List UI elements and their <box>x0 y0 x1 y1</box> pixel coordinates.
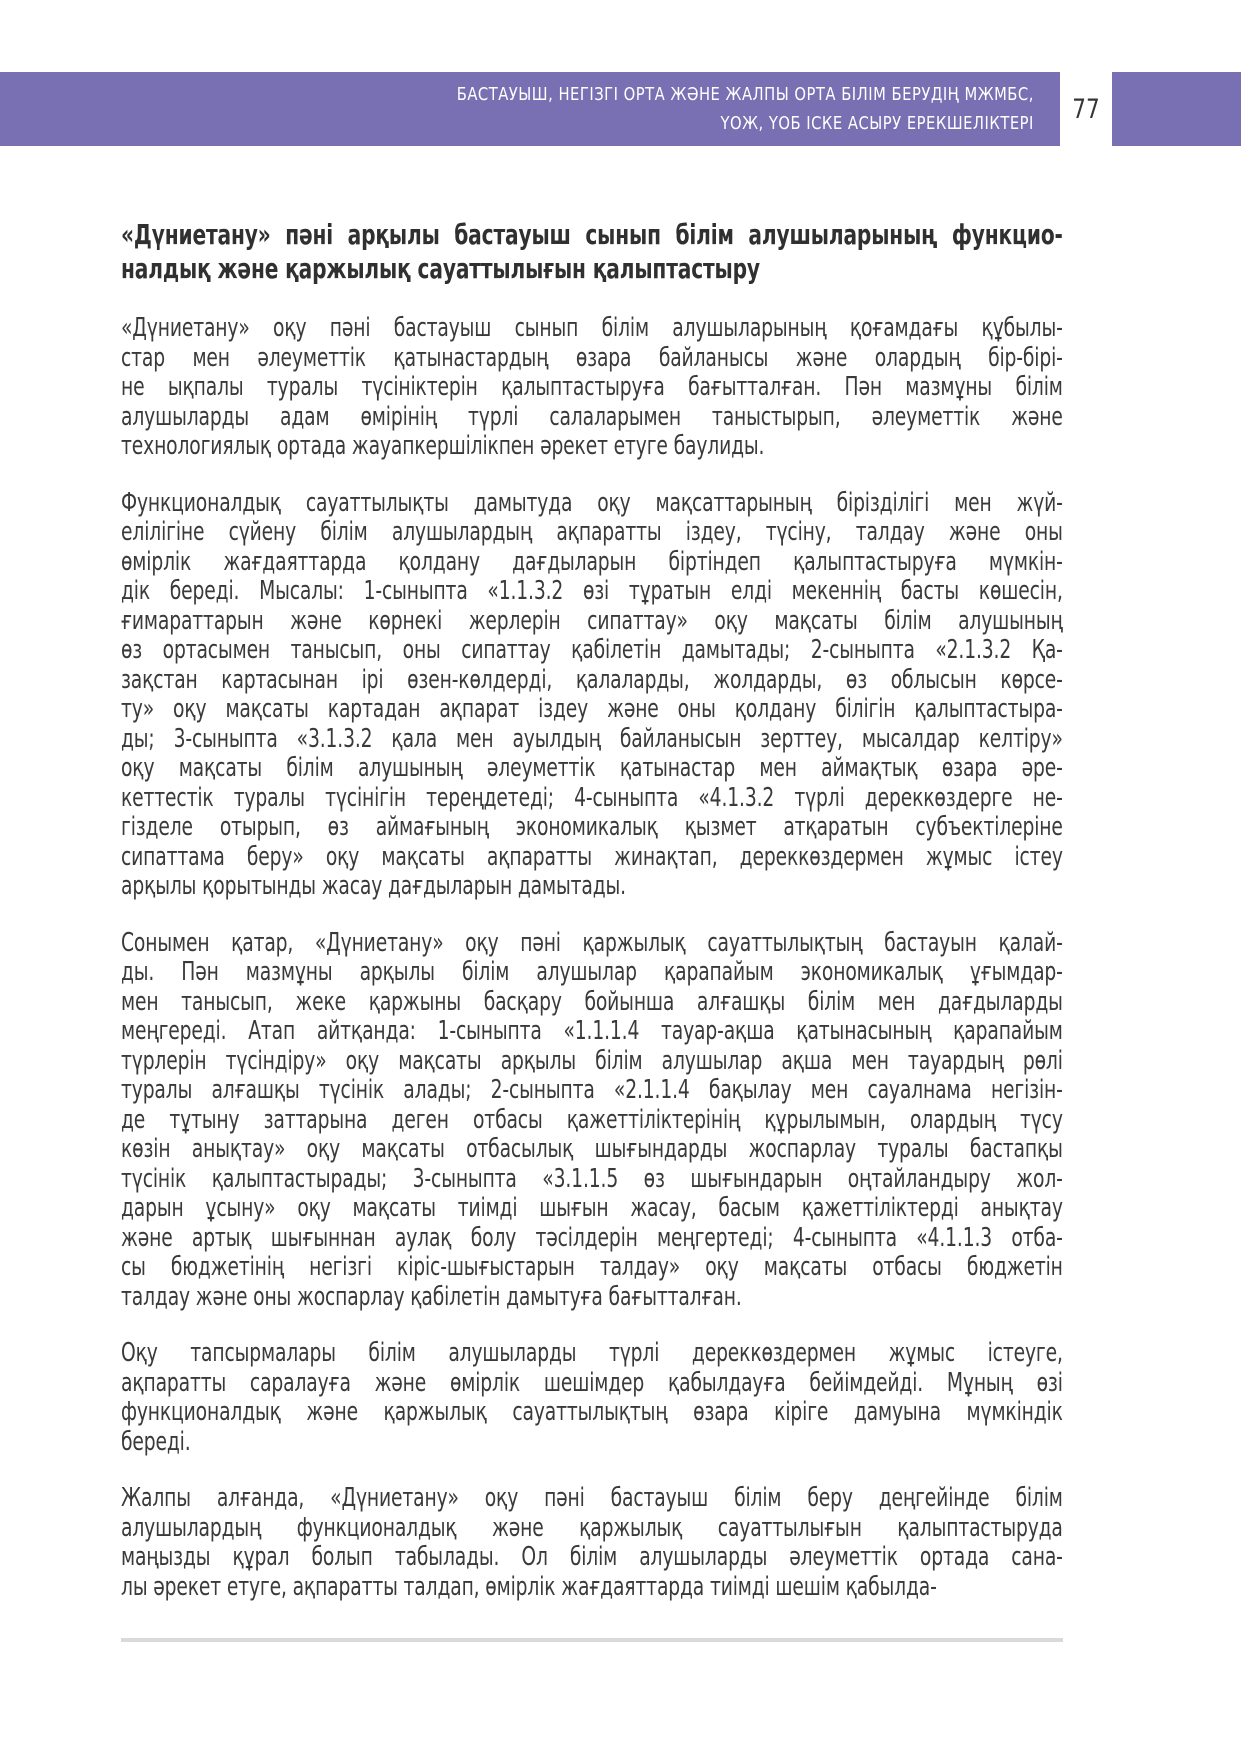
text-line: өмірлік жағдаяттарда қолдану дағдыларын біртіндеп қалыптастыруға мүмкін- <box>121 546 1063 577</box>
article <box>121 218 1063 1629</box>
text-line: алушылардың функционалдық және қаржылық сауаттылығын қалыптастыруда <box>121 1512 1063 1543</box>
text-line: ды. Пән мазмұны арқылы білім алушылар қарапайым экономикалық ұғымдар- <box>121 957 1063 987</box>
footer-rule <box>121 1638 1063 1642</box>
running-header-line2: ҮОЖ, ҮОБ ІСКЕ АСЫРУ ЕРЕКШЕЛІКТЕРІ <box>720 113 1034 134</box>
text-line: алушыларды адам өмірінің түрлі салаларымен таныстырып, әлеуметтік және <box>121 401 1063 432</box>
header-band <box>0 72 1060 146</box>
text-column <box>121 218 1063 1602</box>
text-line: «Дүниетану» пәні арқылы бастауыш сынып білім алушыларының функцио- <box>121 218 1063 251</box>
text-line: Жалпы алғанда, «Дүниетану» оқу пәні бастауыш білім беру деңгейінде білім <box>121 1483 1063 1513</box>
text-line: өз ортасымен танысып, оны сипаттау қабілетін дамытады; 2-сыныпта «2.1.3.2 Қа- <box>121 635 1063 665</box>
text-line: оқу мақсаты білім алушының әлеуметтік қатынастар мен аймақтық өзара әре- <box>121 753 1063 783</box>
text-line: стар мен әлеуметтік қатынастардың өзара байланысы және олардың бір-бірі- <box>121 342 1063 373</box>
text-line: арқылы қорытынды жасау дағдыларын дамытады. <box>121 871 626 901</box>
text-line: ды; 3-сыныпта «3.1.3.2 қала мен ауылдың байланысын зерттеу, мысалдар келтіру» <box>121 723 1063 754</box>
text-line: туралы алғашқы түсінік алады; 2-сыныпта «2.1.1.4 бақылау мен сауалнама негізін- <box>121 1075 1063 1105</box>
text-line: сы бюджетінің негізгі кіріс-шығыстарын талдау» оқу мақсаты отбасы бюджетін <box>121 1252 1063 1282</box>
text-line: береді. <box>121 1426 191 1457</box>
text-line: түрлерін түсіндіру» оқу мақсаты арқылы білім алушылар ақша мен тауардың рөлі <box>121 1045 1063 1076</box>
text-line: ту» оқу мақсаты картадан ақпарат іздеу және оны қолдану білігін қалыптастыра- <box>121 694 1063 724</box>
paragraph-5 <box>121 1484 1063 1602</box>
text-line: ақпаратты саралауға және өмірлік шешімдер қабылдауға бейімдейді. Мұның өзі <box>121 1367 1063 1398</box>
paragraph-1 <box>121 314 1063 462</box>
text-line: ғимараттарын және көрнекі жерлерін сипаттау» оқу мақсаты білім алушының <box>121 605 1063 636</box>
text-line: технологиялық ортада жауапкершілікпен әрекет етуге баулиды. <box>121 431 765 461</box>
text-line: мен танысып, жеке қаржыны басқару бойынша алғашқы білім мен дағдыларды <box>121 986 1063 1017</box>
text-line: налдық және қаржылық сауаттылығын қалыптастыру <box>121 252 760 285</box>
paragraph-3 <box>121 929 1063 1313</box>
header-band-accent <box>1112 72 1241 146</box>
text-line: дарын ұсыну» оқу мақсаты тиімді шығын жасау, басым қажеттіліктерді анықтау <box>121 1193 1063 1223</box>
text-line: зақстан картасынан ірі өзен-көлдерді, қалаларды, жолдарды, өз облысын көрсе- <box>121 664 1063 695</box>
text-line: де тұтыну заттарына деген отбасы қажеттіліктерінің құрылымын, олардың түсу <box>121 1104 1063 1135</box>
text-line: гізделе отырып, өз аймағының экономикалық қызмет атқаратын субъектілеріне <box>121 812 1063 842</box>
article-title <box>121 218 1063 286</box>
text-line: талдау және оны жоспарлау қабілетін дамытуға бағытталған. <box>121 1281 742 1312</box>
text-line: және артық шығыннан аулақ болу тәсілдерін меңгертеді; 4-сыныпта «4.1.1.3 отба- <box>121 1222 1063 1253</box>
page-number: 77 <box>1072 93 1100 125</box>
running-header <box>457 80 1034 138</box>
text-line: кеттестік туралы түсінігін тереңдетеді; 4-сыныпта «4.1.3.2 түрлі дереккөздерге не- <box>121 782 1063 813</box>
paragraph-2 <box>121 489 1063 902</box>
text-line: сипаттама беру» оқу мақсаты ақпаратты жинақтап, дереккөздермен жұмыс істеу <box>121 841 1063 872</box>
text-line: Функционалдық сауаттылықты дамытуда оқу мақсаттарының бірізділігі мен жүй- <box>121 487 1063 518</box>
text-line: Сонымен қатар, «Дүниетану» оқу пәні қаржылық сауаттылықтың бастауын қалай- <box>121 927 1063 958</box>
text-line: меңгереді. Атап айтқанда: 1-сыныпта «1.1.1.4 тауар-ақша қатынасының қарапайым <box>121 1016 1063 1046</box>
text-line: маңызды құрал болып табылады. Ол білім алушыларды әлеуметтік ортада сана- <box>121 1542 1063 1572</box>
text-line: Оқу тапсырмалары білім алушыларды түрлі дереккөздермен жұмыс істеуге, <box>121 1338 1063 1368</box>
text-line: дік береді. Мысалы: 1-сыныпта «1.1.3.2 өзі тұратын елді мекеннің басты көшесін, <box>121 576 1063 606</box>
text-line: не ықпалы туралы түсініктерін қалыптастыруға бағытталған. Пән мазмұны білім <box>121 372 1063 402</box>
text-line: түсінік қалыптастырады; 3-сыныпта «3.1.1.5 өз шығындарын оңтайландыру жол- <box>121 1163 1063 1194</box>
text-line: функционалдық және қаржылық сауаттылықтың өзара кіріге дамуына мүмкіндік <box>121 1397 1063 1427</box>
text-line: елілігіне сүйену білім алушылардың ақпаратты іздеу, түсіну, талдау және оны <box>121 517 1063 547</box>
text-line: «Дүниетану» оқу пәні бастауыш сынып білім алушыларының қоғамдағы құбылы- <box>121 313 1063 343</box>
paragraph-4 <box>121 1339 1063 1457</box>
text-line: көзін анықтау» оқу мақсаты отбасылық шығындарды жоспарлау туралы бастапқы <box>121 1134 1063 1164</box>
text-line: лы әрекет етуге, ақпаратты талдап, өмірлік жағдаяттарда тиімді шешім қабылда- <box>121 1571 937 1602</box>
running-header-line1: БАСТАУЫШ, НЕГІЗГІ ОРТА ЖӘНЕ ЖАЛПЫ ОРТА БІЛІМ БЕРУДІҢ МЖМБС, <box>456 84 1034 105</box>
